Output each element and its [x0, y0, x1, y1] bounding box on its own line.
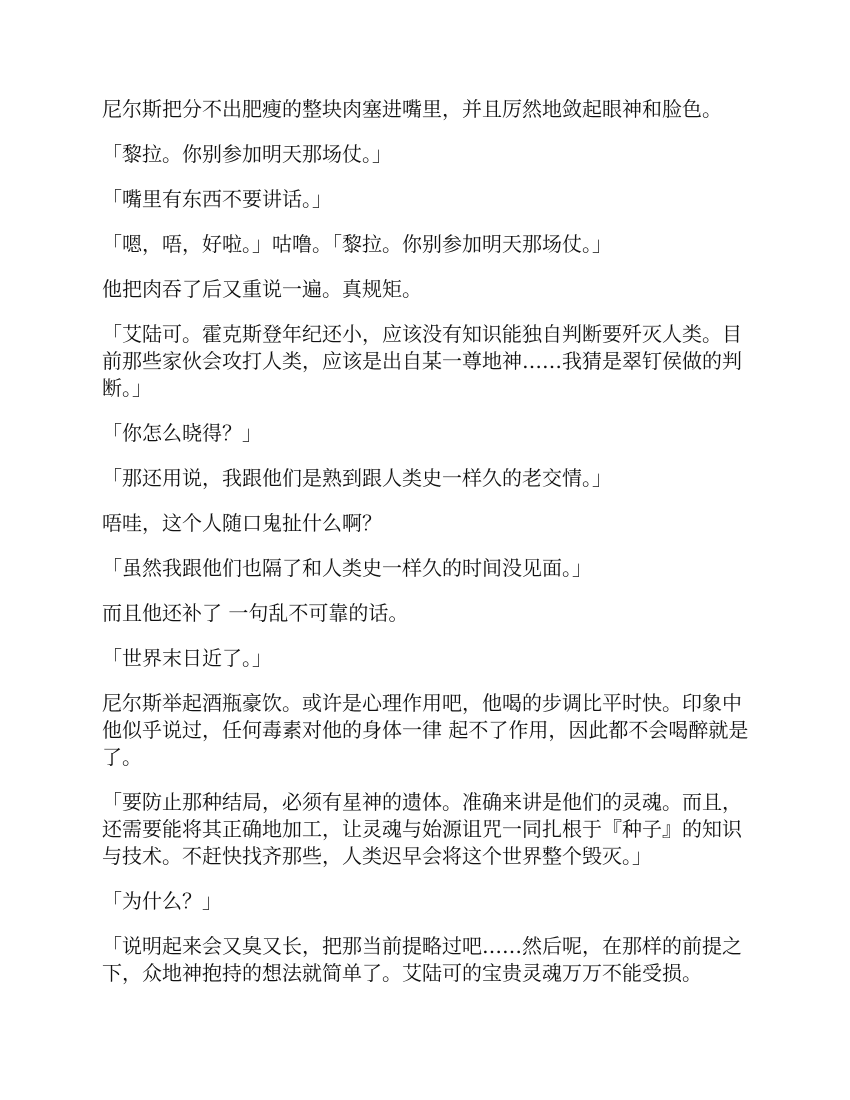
- paragraph-10: 「虽然我跟他们也隔了和人类史一样久的时间没见面。」: [102, 556, 592, 580]
- paragraph-4: 「嗯，唔，好啦。」咕噜。「黎拉。你别参加明天那场仗。」: [102, 232, 612, 256]
- paragraph-12: 「世界末日近了。」: [102, 646, 272, 670]
- paragraph-11: 而且他还补了 一句乱不可靠的话。: [102, 601, 409, 625]
- paragraph-1: 尼尔斯把分不出肥瘦的整块肉塞进嘴里，并且厉然地敛起眼神和脸色。: [102, 97, 722, 121]
- paragraph-13: 尼尔斯举起酒瓶豪饮。或许是心理作用吧，他喝的步调比平时快。印象中他似乎说过，任何毒素对他的身体一律 起不了作用，因此都不会喝醉就是了。: [102, 691, 749, 769]
- paragraph-3: 「嘴里有东西不要讲话。」: [102, 187, 332, 211]
- document-body: [102, 96, 754, 1005]
- paragraph-2: 「黎拉。你别参加明天那场仗。」: [102, 142, 392, 166]
- paragraph-5: 他把肉吞了后又重说一遍。真规矩。: [102, 277, 422, 301]
- paragraph-15: 「为什么？」: [102, 889, 222, 913]
- paragraph-7: 「你怎么晓得？」: [102, 421, 262, 445]
- paragraph-6: 「艾陆可。霍克斯登年纪还小，应该没有知识能独自判断要歼灭人类。目前那些家伙会攻打人类，应该是出自某一尊地神……我猜是翠钉侯做的判断。」: [102, 322, 742, 400]
- paragraph-14: 「要防止那种结局，必须有星神的遗体。准确来讲是他们的灵魂。而且，还需要能将其正确地加工，让灵魂与始源诅咒一同扎根于『种子』的知识与技术。不赶快找齐那些，人类迟早会将这个世界整个毁灭。」: [102, 790, 742, 868]
- paragraph-9: 唔哇，这个人随口鬼扯什么啊？: [102, 511, 382, 535]
- paragraph-8: 「那还用说，我跟他们是熟到跟人类史一样久的老交情。」: [102, 466, 612, 490]
- paragraph-16: 「说明起来会又臭又长，把那当前提略过吧……然后呢，在那样的前提之下，众地神抱持的想法就简单了。艾陆可的宝贵灵魂万万不能受损。: [102, 934, 742, 985]
